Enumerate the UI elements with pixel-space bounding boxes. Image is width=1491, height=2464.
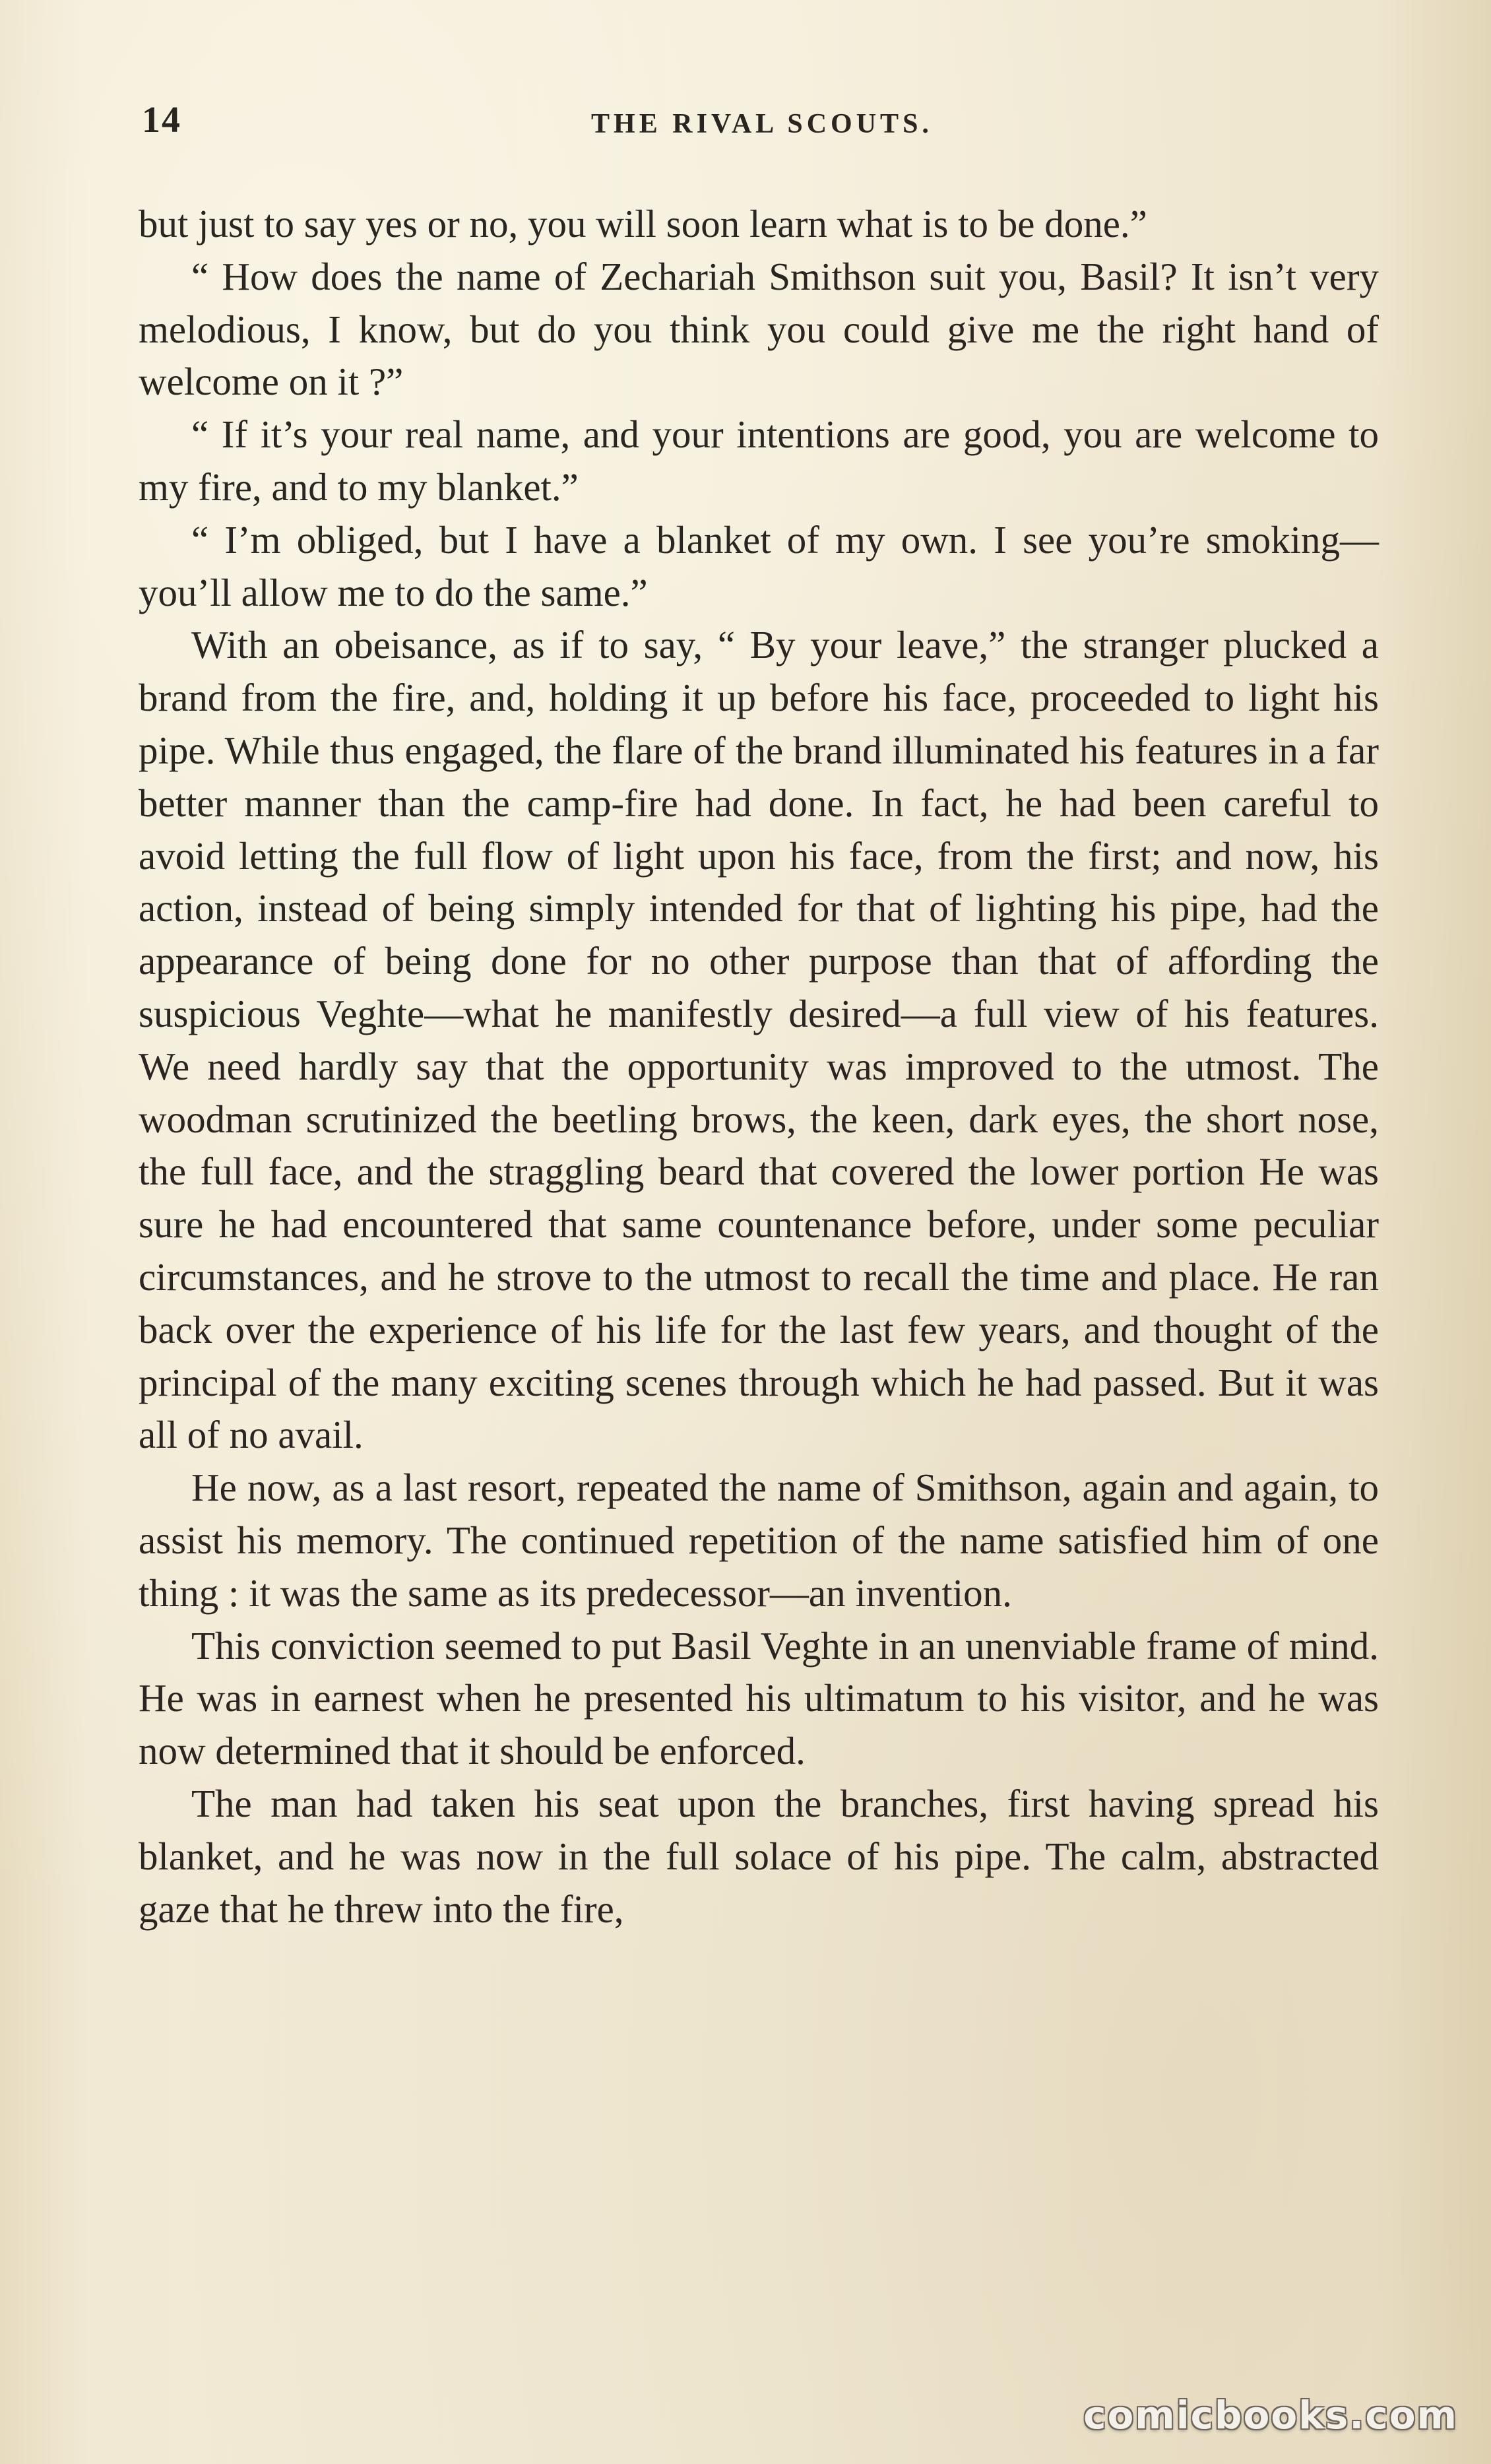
page-header (142, 99, 1382, 152)
watermark: comicbooks.com (1083, 2393, 1458, 2438)
paragraph: This conviction seemed to put Basil Veghte in an unenviable frame of mind. He was in earnest when he presented his ultimatum to his visitor, and he was now determined that it should be enforced. (139, 1623, 1379, 1773)
paragraph: The man had taken his seat upon the branches, first having spread his blanket, and he was now in the full solace of his pipe. The calm, abstracted gaze that he threw into the fire, (139, 1781, 1379, 1931)
paragraph: He now, as a last resort, repeated the name of Smithson, again and again, to assist his memory. The continued repetition of the name satisfied him of one thing : it was the same as its predecessor—an invention. (139, 1466, 1379, 1615)
paragraph: “ How does the name of Zechariah Smithson suit you, Basil? It isn’t very melodious, I know, but do you think you could give me the right hand of welcome on it ?” (139, 254, 1379, 404)
paragraph: “ I’m obliged, but I have a blanket of my own. I see you’re smoking—you’ll allow me to do the same.” (139, 517, 1379, 614)
paragraph: “ If it’s your real name, and your intentions are good, you are welcome to my fire, and to my blanket.” (139, 412, 1379, 509)
paragraph: but just to say yes or no, you will soon learn what is to be done.” (139, 202, 1147, 245)
page-number: 14 (142, 100, 181, 141)
paragraph: With an obeisance, as if to say, “ By your leave,” the stranger plucked a brand from the fire, and, holding it up before his face, proceeded to light his pipe. While thus engaged, the flare of the brand illuminated his features in a far better manner than the camp-fire had done. In fact, he had been careful to avoid letting the full flow of light upon his face, from the first; and now, his action, instead of being simply intended for that of lighting his pipe, had the appearance of being done for no other purpose than that of affording the suspicious Veghte—what he manifestly desired—a full view of his features. We need hardly say that the opportunity was improved to the utmost. The woodman scrutinized the beetling brows, the keen, dark eyes, the short nose, the full face, and the straggling beard that covered the lower portion He was sure he had encountered that same countenance before, under some peculiar circumstances, and he strove to the utmost to recall the time and place. He ran back over the experience of his life for the last few years, and thought of the principal of the many exciting scenes through which he had passed. But it was all of no avail. (139, 623, 1379, 1457)
body-text (139, 198, 1379, 1935)
running-title: THE RIVAL SCOUTS. (591, 109, 933, 139)
